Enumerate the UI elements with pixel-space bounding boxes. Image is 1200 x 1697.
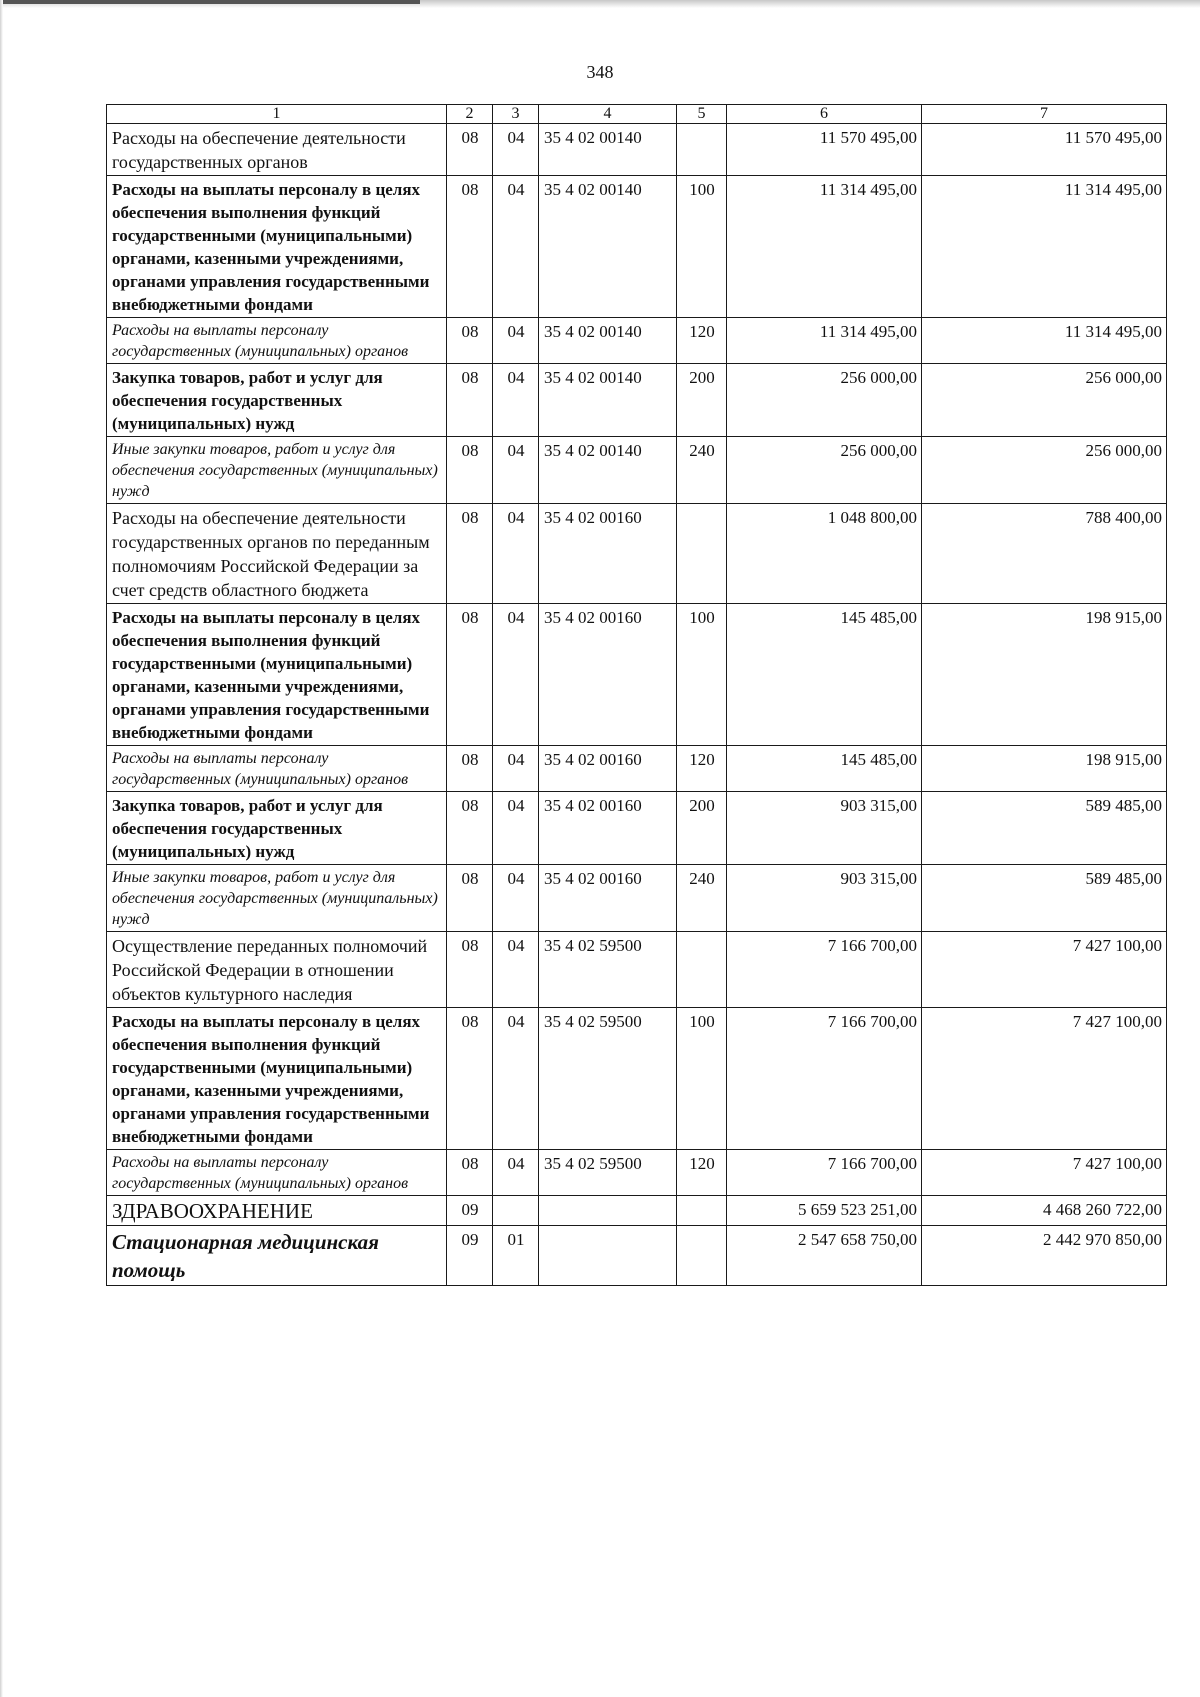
row-name: Расходы на обеспечение деятельности государственных органов по переданным полномочиям Российской Федерации за счет средств областного бюджета (107, 504, 447, 604)
table-row (107, 504, 1167, 604)
row-name: Закупка товаров, работ и услуг для обеспечения государственных (муниципальных) нужд (107, 364, 447, 437)
row-expense-type: 120 (677, 318, 727, 364)
row-section-code: 08 (447, 1150, 493, 1196)
row-subsection-code: 04 (493, 1150, 539, 1196)
row-amount-year1: 256 000,00 (727, 437, 922, 504)
row-amount-year1: 11 570 495,00 (727, 124, 922, 176)
row-target-article: 35 4 02 00160 (539, 865, 677, 932)
row-expense-type: 120 (677, 1150, 727, 1196)
row-target-article: 35 4 02 00160 (539, 604, 677, 746)
row-target-article: 35 4 02 00140 (539, 124, 677, 176)
table-row (107, 604, 1167, 746)
row-amount-year1: 1 048 800,00 (727, 504, 922, 604)
row-expense-type: 240 (677, 437, 727, 504)
row-subsection-code (493, 1196, 539, 1226)
table-row (107, 865, 1167, 932)
row-amount-year1: 256 000,00 (727, 364, 922, 437)
row-name: Иные закупки товаров, работ и услуг для обеспечения государственных (муниципальных) нужд (107, 865, 447, 932)
row-section-code: 08 (447, 437, 493, 504)
table-body (107, 124, 1167, 1286)
row-name: ЗДРАВООХРАНЕНИЕ (107, 1196, 447, 1226)
row-amount-year1: 11 314 495,00 (727, 176, 922, 318)
row-section-code: 08 (447, 604, 493, 746)
table-row (107, 364, 1167, 437)
table-row (107, 1150, 1167, 1196)
budget-table (106, 104, 1167, 1286)
scan-corner-mark (0, 0, 420, 4)
row-amount-year1: 145 485,00 (727, 746, 922, 792)
row-expense-type: 100 (677, 604, 727, 746)
row-subsection-code: 04 (493, 792, 539, 865)
row-target-article: 35 4 02 59500 (539, 1150, 677, 1196)
row-expense-type: 100 (677, 176, 727, 318)
row-section-code: 08 (447, 1008, 493, 1150)
row-target-article: 35 4 02 00140 (539, 176, 677, 318)
row-expense-type: 200 (677, 792, 727, 865)
row-expense-type (677, 1226, 727, 1286)
row-subsection-code: 01 (493, 1226, 539, 1286)
header-col-1: 1 (107, 105, 447, 124)
row-name: Расходы на выплаты персоналу в целях обеспечения выполнения функций государственными (муниципальными) органами, казенными учреждениями, органами управления государственными внебюджетными фондами (107, 176, 447, 318)
table-row (107, 1008, 1167, 1150)
row-section-code: 09 (447, 1226, 493, 1286)
row-section-code: 08 (447, 865, 493, 932)
row-amount-year2: 11 570 495,00 (922, 124, 1167, 176)
table-row (107, 176, 1167, 318)
row-section-code: 08 (447, 318, 493, 364)
row-expense-type: 100 (677, 1008, 727, 1150)
row-amount-year1: 7 166 700,00 (727, 932, 922, 1008)
row-target-article: 35 4 02 00160 (539, 504, 677, 604)
row-subsection-code: 04 (493, 1008, 539, 1150)
header-col-3: 3 (493, 105, 539, 124)
table-row (107, 318, 1167, 364)
header-col-4: 4 (539, 105, 677, 124)
header-row (107, 105, 1167, 124)
row-amount-year2: 256 000,00 (922, 364, 1167, 437)
row-amount-year2: 11 314 495,00 (922, 318, 1167, 364)
row-name: Расходы на обеспечение деятельности государственных органов (107, 124, 447, 176)
table-row (107, 932, 1167, 1008)
row-amount-year2: 11 314 495,00 (922, 176, 1167, 318)
row-amount-year1: 903 315,00 (727, 792, 922, 865)
row-name: Расходы на выплаты персоналу в целях обеспечения выполнения функций государственными (муниципальными) органами, казенными учреждениями, органами управления государственными внебюджетными фондами (107, 604, 447, 746)
row-amount-year1: 2 547 658 750,00 (727, 1226, 922, 1286)
row-subsection-code: 04 (493, 932, 539, 1008)
row-amount-year1: 145 485,00 (727, 604, 922, 746)
row-amount-year1: 7 166 700,00 (727, 1150, 922, 1196)
row-section-code: 08 (447, 364, 493, 437)
table-row (107, 1226, 1167, 1286)
row-target-article: 35 4 02 00160 (539, 792, 677, 865)
row-section-code: 08 (447, 932, 493, 1008)
row-expense-type: 120 (677, 746, 727, 792)
row-amount-year2: 198 915,00 (922, 746, 1167, 792)
scan-left-edge (0, 0, 3, 1697)
row-name: Расходы на выплаты персоналу государственных (муниципальных) органов (107, 746, 447, 792)
row-target-article (539, 1226, 677, 1286)
row-subsection-code: 04 (493, 504, 539, 604)
table-row (107, 124, 1167, 176)
row-amount-year2: 589 485,00 (922, 865, 1167, 932)
table-row (107, 792, 1167, 865)
row-amount-year1: 903 315,00 (727, 865, 922, 932)
row-target-article: 35 4 02 59500 (539, 932, 677, 1008)
row-expense-type (677, 932, 727, 1008)
row-amount-year2: 589 485,00 (922, 792, 1167, 865)
row-amount-year2: 256 000,00 (922, 437, 1167, 504)
row-subsection-code: 04 (493, 318, 539, 364)
page-number: 348 (586, 62, 614, 82)
row-amount-year2: 2 442 970 850,00 (922, 1226, 1167, 1286)
row-target-article: 35 4 02 00140 (539, 364, 677, 437)
row-amount-year2: 7 427 100,00 (922, 1150, 1167, 1196)
row-amount-year2: 198 915,00 (922, 604, 1167, 746)
row-name: Расходы на выплаты персоналу в целях обеспечения выполнения функций государственными (муниципальными) органами, казенными учреждениями, органами управления государственными внебюджетными фондами (107, 1008, 447, 1150)
row-name: Стационарная медицинская помощь (107, 1226, 447, 1286)
row-name: Осуществление переданных полномочий Российской Федерации в отношении объектов культурного наследия (107, 932, 447, 1008)
row-target-article: 35 4 02 00160 (539, 746, 677, 792)
header-col-7: 7 (922, 105, 1167, 124)
header-col-6: 6 (727, 105, 922, 124)
row-name: Расходы на выплаты персоналу государственных (муниципальных) органов (107, 318, 447, 364)
row-section-code: 08 (447, 176, 493, 318)
row-expense-type (677, 504, 727, 604)
row-amount-year2: 788 400,00 (922, 504, 1167, 604)
table-row (107, 1196, 1167, 1226)
row-section-code: 08 (447, 746, 493, 792)
row-subsection-code: 04 (493, 604, 539, 746)
row-subsection-code: 04 (493, 124, 539, 176)
row-subsection-code: 04 (493, 176, 539, 318)
row-target-article: 35 4 02 59500 (539, 1008, 677, 1150)
row-target-article: 35 4 02 00140 (539, 318, 677, 364)
row-name: Расходы на выплаты персоналу государственных (муниципальных) органов (107, 1150, 447, 1196)
row-subsection-code: 04 (493, 437, 539, 504)
row-amount-year2: 7 427 100,00 (922, 932, 1167, 1008)
row-expense-type: 240 (677, 865, 727, 932)
row-section-code: 08 (447, 792, 493, 865)
row-amount-year1: 11 314 495,00 (727, 318, 922, 364)
row-amount-year1: 7 166 700,00 (727, 1008, 922, 1150)
row-expense-type: 200 (677, 364, 727, 437)
row-target-article: 35 4 02 00140 (539, 437, 677, 504)
row-target-article (539, 1196, 677, 1226)
row-expense-type (677, 1196, 727, 1226)
table-row (107, 437, 1167, 504)
row-expense-type (677, 124, 727, 176)
row-name: Иные закупки товаров, работ и услуг для обеспечения государственных (муниципальных) нужд (107, 437, 447, 504)
row-subsection-code: 04 (493, 865, 539, 932)
row-subsection-code: 04 (493, 746, 539, 792)
row-name: Закупка товаров, работ и услуг для обеспечения государственных (муниципальных) нужд (107, 792, 447, 865)
row-section-code: 08 (447, 504, 493, 604)
row-section-code: 09 (447, 1196, 493, 1226)
row-amount-year2: 7 427 100,00 (922, 1008, 1167, 1150)
header-col-2: 2 (447, 105, 493, 124)
table-row (107, 746, 1167, 792)
header-col-5: 5 (677, 105, 727, 124)
row-subsection-code: 04 (493, 364, 539, 437)
row-amount-year1: 5 659 523 251,00 (727, 1196, 922, 1226)
row-amount-year2: 4 468 260 722,00 (922, 1196, 1167, 1226)
row-section-code: 08 (447, 124, 493, 176)
table-header (107, 105, 1167, 124)
